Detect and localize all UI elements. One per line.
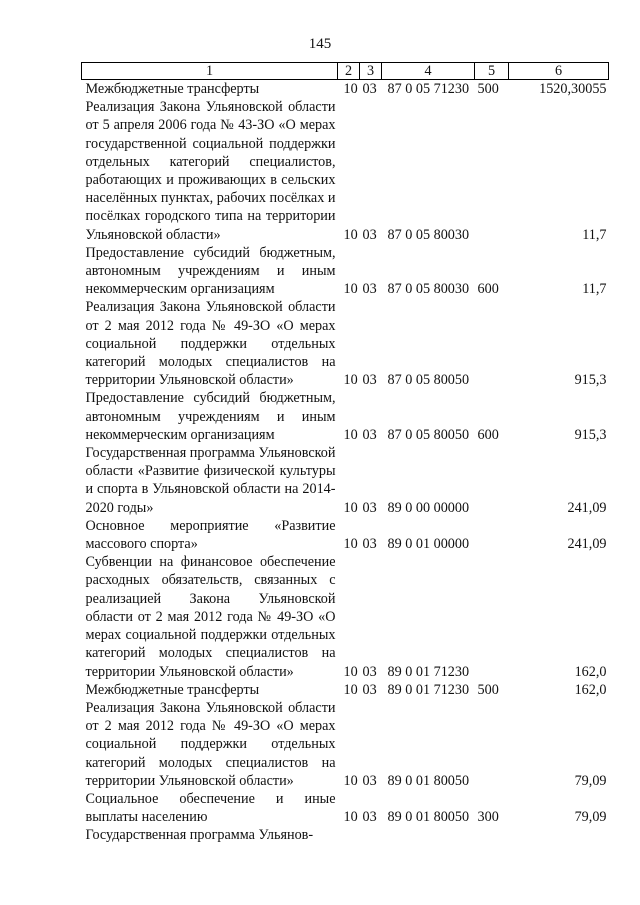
column-header-6: 6: [509, 63, 609, 80]
column-header-3: 3: [360, 63, 382, 80]
row-subsection: 03: [362, 226, 377, 243]
row-amount: 162,0: [574, 681, 607, 698]
header-row: [82, 63, 609, 80]
row-expense-type: [475, 444, 509, 517]
row-name: Предоставление субсидий бюджетным, автономным учреждениям и иным некоммерческим организациям: [85, 390, 336, 443]
row-amount: [509, 826, 609, 844]
row-expense-type: [475, 517, 509, 553]
row-expense-type: 500: [477, 681, 499, 698]
table-row: [82, 298, 609, 389]
row-section: 10: [343, 81, 358, 97]
row-subsection: 03: [362, 426, 377, 443]
row-amount: 1520,30055: [539, 81, 607, 97]
row-name: Реализация Закона Ульяновской области от 5 апреля 2006 года № 43-ЗО «О мерах государственной социальной поддержки отдельных категорий специалистов, работающих и проживающих в сельских населённых пунктах, рабочих посёлках и посёлках городского типа на территории Ульяновской области»: [85, 99, 336, 243]
table-body: [82, 80, 609, 845]
row-target-article: 87 0 05 80030: [387, 226, 470, 243]
row-subsection: 03: [362, 663, 377, 680]
row-target-article: 87 0 05 80050: [387, 426, 470, 443]
table-row: [82, 389, 609, 444]
row-expense-type: [475, 826, 509, 844]
column-header-5: 5: [475, 63, 509, 80]
table-row: [82, 517, 609, 553]
table-row: [82, 80, 609, 99]
row-section: 10: [343, 226, 358, 243]
row-name: Реализация Закона Ульяновской области от 2 мая 2012 года № 49-ЗО «О мерах социальной поддержки отдельных категорий молодых специалистов на территории Ульяновской области»: [85, 299, 336, 389]
table-header: [82, 63, 609, 80]
row-name: Основное мероприятие «Развитие массового спорта»: [85, 517, 336, 553]
row-name: Государственная программа Ульяновской области «Развитие физической культуры и спорта в Ульяновской области на 2014-2020 годы»: [85, 445, 336, 516]
row-amount: 11,7: [582, 226, 607, 243]
row-subsection: 03: [362, 772, 377, 789]
row-target-article: [382, 826, 475, 844]
row-amount: 241,09: [567, 536, 607, 553]
row-name: Межбюджетные трансферты: [85, 681, 260, 698]
column-header-4: 4: [382, 63, 475, 80]
row-expense-type: 500: [477, 81, 499, 97]
row-expense-type: [475, 98, 509, 244]
table-row: [82, 681, 609, 699]
page-number: 145: [308, 36, 332, 52]
row-target-article: 89 0 01 80050: [387, 772, 470, 789]
row-target-article: 89 0 01 00000: [387, 536, 470, 553]
row-subsection: 03: [362, 809, 377, 826]
table-row: [82, 444, 609, 517]
row-target-article: 89 0 01 80050: [387, 809, 470, 826]
row-section: 10: [343, 372, 358, 389]
row-subsection: 03: [362, 681, 377, 698]
row-amount: 11,7: [582, 281, 607, 298]
row-amount: 79,09: [574, 772, 607, 789]
table-row: [82, 98, 609, 244]
row-name: Государственная программа Ульянов-: [85, 827, 314, 844]
budget-table: [81, 62, 609, 845]
table-row: [82, 553, 609, 680]
row-amount: 241,09: [567, 499, 607, 516]
row-section: [338, 826, 360, 844]
row-expense-type: 300: [477, 809, 499, 826]
row-target-article: 89 0 01 71230: [387, 663, 470, 680]
row-subsection: 03: [362, 372, 377, 389]
row-expense-type: 600: [477, 426, 499, 443]
row-section: 10: [343, 499, 358, 516]
row-amount: 162,0: [574, 663, 607, 680]
row-expense-type: [475, 298, 509, 389]
row-target-article: 89 0 01 71230: [387, 681, 470, 698]
row-subsection: 03: [362, 499, 377, 516]
row-target-article: 89 0 00 00000: [387, 499, 470, 516]
table-row: [82, 790, 609, 826]
row-target-article: 87 0 05 80050: [387, 372, 470, 389]
row-section: 10: [343, 536, 358, 553]
row-target-article: 87 0 05 80030: [387, 281, 470, 298]
table-row: [82, 244, 609, 299]
row-expense-type: [475, 553, 509, 680]
row-section: 10: [343, 426, 358, 443]
row-subsection: 03: [362, 536, 377, 553]
row-section: 10: [343, 681, 358, 698]
column-header-2: 2: [338, 63, 360, 80]
row-expense-type: [475, 699, 509, 790]
row-expense-type: 600: [477, 281, 499, 298]
row-name: Межбюджетные трансферты: [85, 81, 260, 97]
table-row: [82, 826, 609, 844]
row-name: Реализация Закона Ульяновской области от 2 мая 2012 года № 49-ЗО «О мерах социальной поддержки отдельных категорий молодых специалистов на территории Ульяновской области»: [85, 699, 336, 789]
row-section: 10: [343, 663, 358, 680]
row-subsection: 03: [362, 281, 377, 298]
row-amount: 79,09: [574, 809, 607, 826]
row-amount: 915,3: [574, 372, 607, 389]
row-name: Предоставление субсидий бюджетным, автономным учреждениям и иным некоммерческим организациям: [85, 244, 336, 298]
table-row: [82, 699, 609, 790]
column-header-1: 1: [82, 63, 338, 80]
row-name: Социальное обеспечение и иные выплаты населению: [85, 790, 336, 826]
row-section: 10: [343, 809, 358, 826]
row-amount: 915,3: [574, 426, 607, 443]
row-subsection: 03: [362, 81, 377, 97]
row-subsection: [360, 826, 382, 844]
row-section: 10: [343, 772, 358, 789]
row-target-article: 87 0 05 71230: [387, 81, 470, 97]
row-section: 10: [343, 281, 358, 298]
row-name: Субвенции на финансовое обеспечение расходных обязательств, связанных с реализацией Закона Ульяновской области от 2 мая 2012 года № 49-ЗО «О мерах социальной поддержки отдельных категорий молодых специалистов на территории Ульяновской области»: [85, 554, 336, 680]
